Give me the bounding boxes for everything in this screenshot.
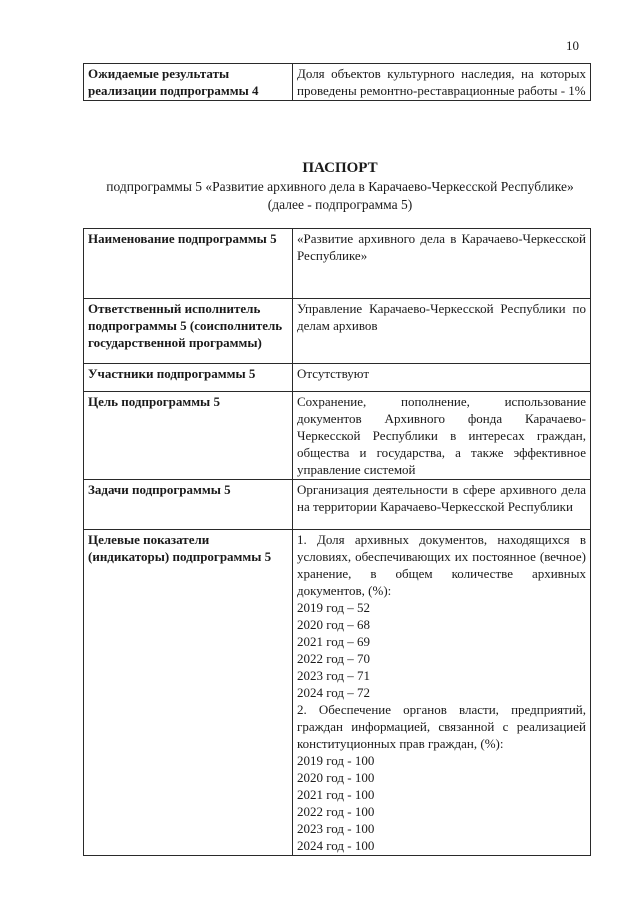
table-row: [84, 392, 591, 480]
goal-value: Сохранение, пополнение, использование документов Архивного фонда Карачаево-Черкесской Республики в интересах граждан, общества и государства, а также эффективное управление системой: [293, 392, 591, 480]
indicator-1-year: 2019 год – 52: [297, 600, 370, 615]
tasks-label: Задачи подпрограммы 5: [84, 480, 293, 530]
indicators-value: [293, 530, 591, 856]
expected-results-value: Доля объектов культурного наследия, на которых проведены ремонтно-реставрационные работы - 1%: [293, 64, 591, 101]
indicator-2-year: 2019 год - 100: [297, 753, 375, 768]
indicator-1-year: 2021 год – 69: [297, 634, 370, 649]
indicator-2-year: 2021 год - 100: [297, 787, 375, 802]
executor-value: Управление Карачаево-Черкесской Республики по делам архивов: [293, 299, 591, 364]
table-row: [84, 364, 591, 392]
page-number: 10: [566, 38, 579, 53]
executor-label: Ответственный исполнитель подпрограммы 5 (соисполнитель государственной программы): [84, 299, 293, 364]
indicator-1-year: 2022 год – 70: [297, 651, 370, 666]
expected-results-label: Ожидаемые результаты реализации подпрограммы 4: [84, 64, 293, 101]
indicator-1-year: 2024 год – 72: [297, 685, 370, 700]
indicator-1-year: 2023 год – 71: [297, 668, 370, 683]
table-row: [84, 299, 591, 364]
indicator-1-text: 1. Доля архивных документов, находящихся в условиях, обеспечивающих их постоянное (вечное) хранение, в общем количестве архивных документов, (%):: [297, 532, 586, 598]
table-row: [84, 64, 591, 101]
participants-value: Отсутствуют: [293, 364, 591, 392]
indicator-1-year: 2020 год – 68: [297, 617, 370, 632]
passport-table: [83, 228, 591, 856]
subprogram-name-label: Наименование подпрограммы 5: [84, 229, 293, 299]
participants-label: Участники подпрограммы 5: [84, 364, 293, 392]
indicators-label: Целевые показатели (индикаторы) подпрограммы 5: [84, 530, 293, 856]
table-row: [84, 530, 591, 856]
indicator-2-year: 2023 год - 100: [297, 821, 375, 836]
table-row: [84, 229, 591, 299]
table-row: [84, 480, 591, 530]
indicator-2-text: 2. Обеспечение органов власти, предприятий, граждан информацией, связанной с реализацией конституционных прав граждан, (%):: [297, 702, 586, 751]
goal-label: Цель подпрограммы 5: [84, 392, 293, 480]
subprogram-name-value: «Развитие архивного дела в Карачаево-Черкесской Республике»: [293, 229, 591, 299]
tasks-value: Организация деятельности в сфере архивного дела на территории Карачаево-Черкесской Республики: [293, 480, 591, 530]
indicator-2-year: 2024 год - 100: [297, 838, 375, 853]
subprogram-4-results-table: [83, 63, 591, 101]
passport-title: ПАСПОРТ: [302, 160, 378, 176]
indicator-2-year: 2020 год - 100: [297, 770, 375, 785]
indicator-2-year: 2022 год - 100: [297, 804, 375, 819]
passport-subtitle: подпрограммы 5 «Развитие архивного дела в Карачаево-Черкесской Республике» (далее - подпрограмма 5): [106, 179, 574, 212]
